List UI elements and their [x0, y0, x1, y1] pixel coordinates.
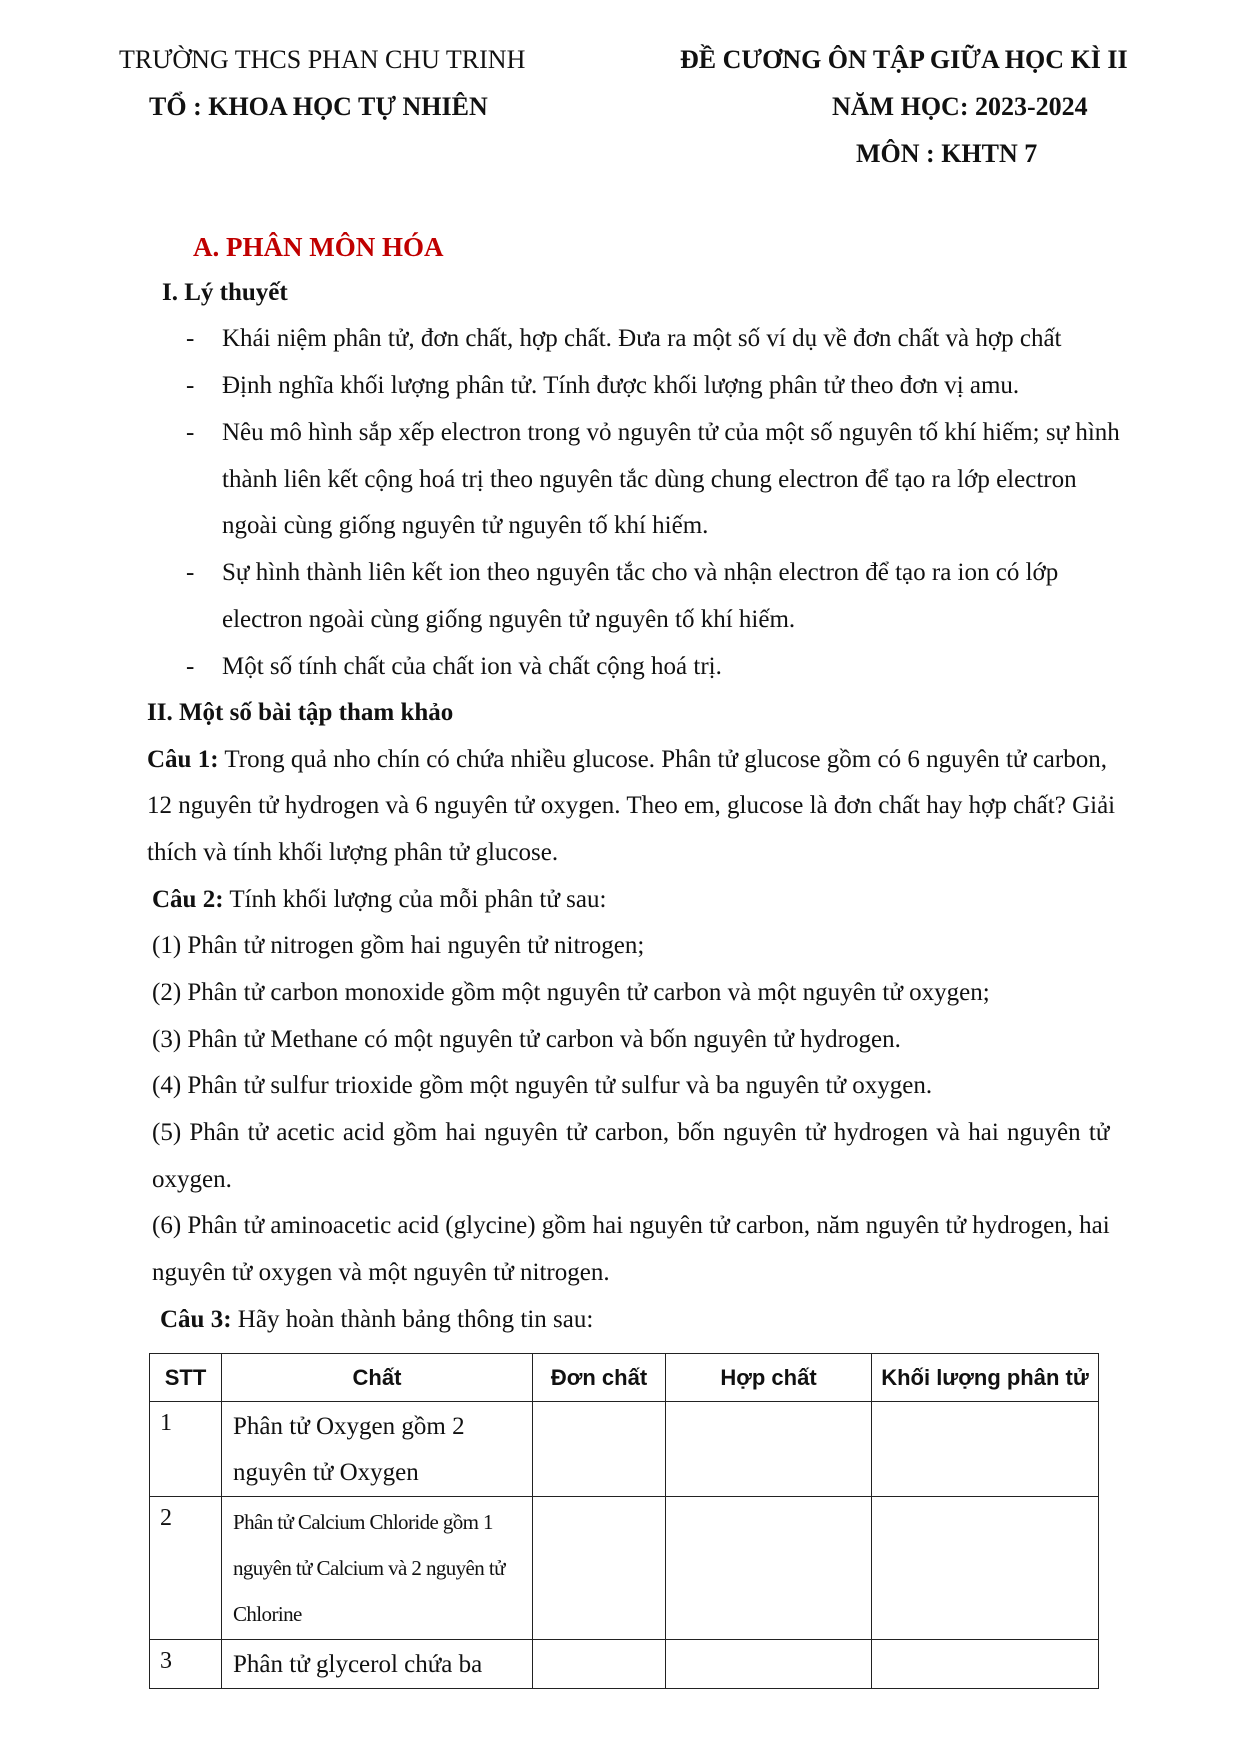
theory-item-1: Khái niệm phân tử, đơn chất, hợp chất. Đưa ra một số ví dụ về đơn chất và hợp chất [222, 325, 1062, 352]
elemental-cell[interactable] [533, 1640, 666, 1689]
question-1-label: Câu 1: [147, 746, 219, 773]
theory-item-3-line-1: Nêu mô hình sắp xếp electron trong vỏ nguyên tử của một số nguyên tố khí hiếm; sự hình [222, 419, 1120, 446]
theory-heading: I. Lý thuyết [162, 279, 288, 306]
theory-item-5: Một số tính chất của chất ion và chất cộng hoá trị. [222, 653, 722, 680]
list-bullet: - [186, 419, 195, 446]
question-2-item: (5) Phân tử acetic acid gồm hai nguyên tử carbon, bốn nguyên tử hydrogen và hai nguyên tử [152, 1119, 1110, 1146]
subject-label: MÔN : KHTN 7 [856, 139, 1038, 168]
question-2-item: (1) Phân tử nitrogen gồm hai nguyên tử nitrogen; [152, 932, 645, 959]
question-1-line-2: 12 nguyên tử hydrogen và 6 nguyên tử oxygen. Theo em, glucose là đơn chất hay hợp chất? Giải [147, 792, 1116, 819]
list-bullet: - [186, 372, 195, 399]
theory-item-4-line-1: Sự hình thành liên kết ion theo nguyên tắc cho và nhận electron để tạo ra ion có lớp [222, 559, 1059, 586]
question-2-item: nguyên tử oxygen và một nguyên tử nitrogen. [152, 1259, 610, 1286]
question-2-label: Câu 2: [152, 886, 224, 913]
question-2-line [152, 886, 606, 914]
question-1-text: Trong quả nho chín có chứa nhiều glucose. Phân tử glucose gồm có 6 nguyên tử carbon, [218, 746, 1107, 773]
row-number: 2 [150, 1497, 222, 1640]
theory-item-3-line-3: ngoài cùng giống nguyên tử nguyên tố khí hiếm. [222, 512, 709, 539]
row-number: 3 [150, 1640, 222, 1689]
elemental-cell[interactable] [533, 1402, 666, 1497]
question-2-item: (3) Phân tử Methane có một nguyên tử carbon và bốn nguyên tử hydrogen. [152, 1026, 901, 1053]
list-bullet: - [186, 653, 195, 680]
substance-cell [222, 1640, 533, 1689]
substance-line: Phân tử Oxygen gồm 2 [233, 1413, 465, 1440]
substance-cell [222, 1402, 533, 1497]
question-3-text: Hãy hoàn thành bảng thông tin sau: [231, 1306, 594, 1333]
school-year: NĂM HỌC: 2023-2024 [832, 92, 1088, 121]
compound-cell[interactable] [666, 1497, 872, 1640]
department-name: TỔ : KHOA HỌC TỰ NHIÊN [149, 92, 488, 121]
question-2-text: Tính khối lượng của mỗi phân tử sau: [223, 886, 607, 913]
substance-line: nguyên tử Oxygen [233, 1459, 419, 1486]
list-bullet: - [186, 325, 195, 352]
table-row [150, 1640, 1099, 1689]
header-don-chat: Đơn chất [533, 1354, 666, 1402]
substance-line: nguyên tử Calcium và 2 nguyên tử [233, 1556, 505, 1580]
section-a-heading: A. PHÂN MÔN HÓA [193, 232, 444, 262]
theory-item-2: Định nghĩa khối lượng phân tử. Tính được khối lượng phân tử theo đơn vị amu. [222, 372, 1020, 399]
row-number: 1 [150, 1402, 222, 1497]
substance-line: Chlorine [233, 1602, 302, 1626]
substance-cell [222, 1497, 533, 1640]
molecular-mass-cell[interactable] [872, 1497, 1099, 1640]
elemental-cell[interactable] [533, 1497, 666, 1640]
question-2-item: oxygen. [152, 1166, 232, 1193]
question-2-item: (2) Phân tử carbon monoxide gồm một nguyên tử carbon và một nguyên tử oxygen; [152, 979, 990, 1006]
exercises-heading: II. Một số bài tập tham khảo [147, 699, 454, 726]
question-3-label: Câu 3: [160, 1306, 232, 1333]
molecular-mass-cell[interactable] [872, 1402, 1099, 1497]
table-row [150, 1497, 1099, 1640]
question-1-line-1 [147, 746, 1107, 774]
header-hop-chat: Hợp chất [666, 1354, 872, 1402]
header-khoi-luong: Khối lượng phân tử [872, 1354, 1099, 1402]
theory-item-4-line-2: electron ngoài cùng giống nguyên tử nguyên tố khí hiếm. [222, 606, 796, 633]
question-1-line-3: thích và tính khối lượng phân tử glucose. [147, 839, 559, 866]
list-bullet: - [186, 559, 195, 586]
table-header-row [150, 1354, 1099, 1402]
substance-line: Phân tử Calcium Chloride gồm 1 [233, 1510, 493, 1534]
question-2-item: (6) Phân tử aminoacetic acid (glycine) gồm hai nguyên tử carbon, năm nguyên tử hydrogen, hai [152, 1212, 1110, 1239]
compound-cell[interactable] [666, 1402, 872, 1497]
header-chat: Chất [222, 1354, 533, 1402]
table-row [150, 1402, 1099, 1497]
theory-item-3-line-2: thành liên kết cộng hoá trị theo nguyên tắc dùng chung electron để tạo ra lớp electron [222, 466, 1077, 493]
question-3-line [160, 1306, 593, 1334]
compound-cell[interactable] [666, 1640, 872, 1689]
molecular-mass-cell[interactable] [872, 1640, 1099, 1689]
info-table [149, 1353, 1099, 1689]
substance-line: Phân tử glycerol chứa ba [233, 1651, 483, 1678]
school-name: TRƯỜNG THCS PHAN CHU TRINH [119, 45, 526, 74]
question-2-item: (4) Phân tử sulfur trioxide gồm một nguyên tử sulfur và ba nguyên tử oxygen. [152, 1072, 933, 1099]
document-title: ĐỀ CƯƠNG ÔN TẬP GIỮA HỌC KÌ II [680, 45, 1128, 74]
header-stt: STT [150, 1354, 222, 1402]
